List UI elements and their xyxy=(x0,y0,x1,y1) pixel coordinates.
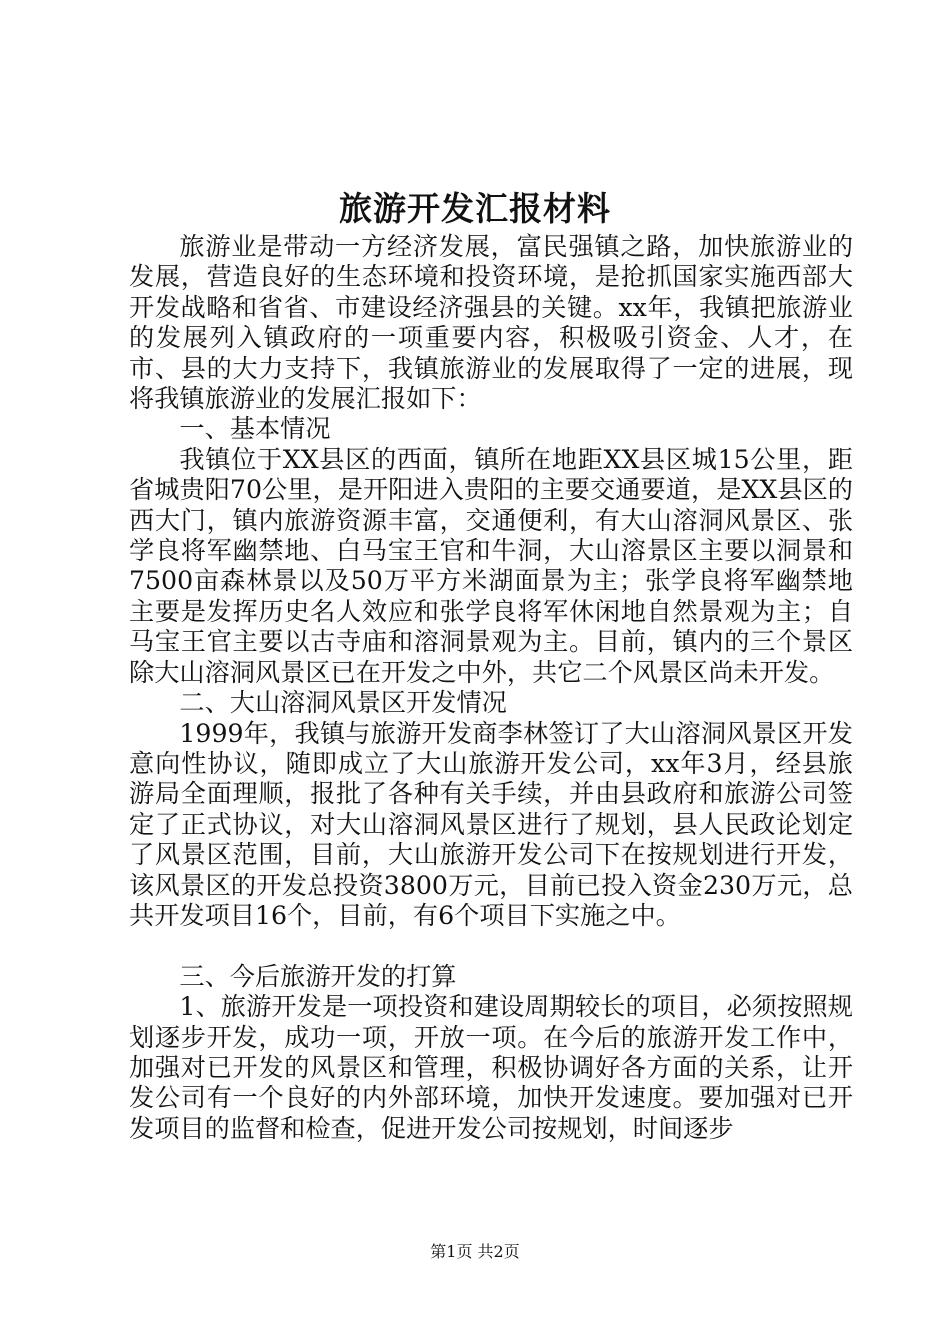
document-title: 旅游开发汇报材料 xyxy=(339,189,611,228)
page-number-footer: 第1页 共2页 xyxy=(430,1242,520,1261)
section-heading-basic: 一、基本情况 xyxy=(179,414,331,444)
section-heading-plans: 三、今后旅游开发的打算 xyxy=(179,961,457,991)
development-paragraph: 1999年，我镇与旅游开发商李林签订了大山溶洞风景区开发意向性协议，随即成立了大山旅游开发公司，xx年3月，经县旅游局全面理顺，报批了各种有关手续，并由县政府和旅游公司签定了正式协议，对大山溶洞风景区进行了规划，县人民政论划定了风景区范围，目前，大山旅游开发公司下在按规划进行开发，该风景区的开发总投资3800万元，目前已投入资金230万元，总共开发项目16个，目前，有6个项目下实施之中。 xyxy=(129,718,853,930)
intro-paragraph: 旅游业是带动一方经济发展，富民强镇之路，加快旅游业的发展，营造良好的生态环境和投资环境，是抢抓国家实施西部大开发战略和省省、市建设经济强县的关键。xx年，我镇把旅游业的发展列入镇政府的一项重要内容，积极吸引资金、人才，在市、县的大力支持下，我镇旅游业的发展取得了一定的进展，现将我镇旅游业的发展汇报如下： xyxy=(129,232,853,414)
plans-paragraph: 1、旅游开发是一项投资和建设周期较长的项目，必须按照规划逐步开发，成功一项，开放一项。在今后的旅游开发工作中，加强对已开发的风景区和管理，积极协调好各方面的关系，让开发公司有一个良好的内外部环境，加快开发速度。要加强对已开发项目的监督和检查，促进开发公司按规划，时间逐步 xyxy=(129,992,853,1143)
section-heading-development: 二、大山溶洞风景区开发情况 xyxy=(179,688,507,718)
basic-situation-paragraph: 我镇位于XX县区的西面，镇所在地距XX县区城15公里，距省城贵阳70公里，是开阳进入贵阳的主要交通要道，是XX县区的西大门，镇内旅游资源丰富，交通便利，有大山溶洞风景区、张学良将军幽禁地、白马宝王官和牛洞，大山溶景区主要以洞景和7500亩森林景以及50万平方米湖面景为主；张学良将军幽禁地主要是发挥历史名人效应和张学良将军休闲地自然景观为主；自马宝王官主要以古寺庙和溶洞景观为主。目前，镇内的三个景区除大山溶洞风景区已在开发之中外，共它二个风景区尚未开发。 xyxy=(129,444,853,687)
document-body xyxy=(129,232,853,1144)
